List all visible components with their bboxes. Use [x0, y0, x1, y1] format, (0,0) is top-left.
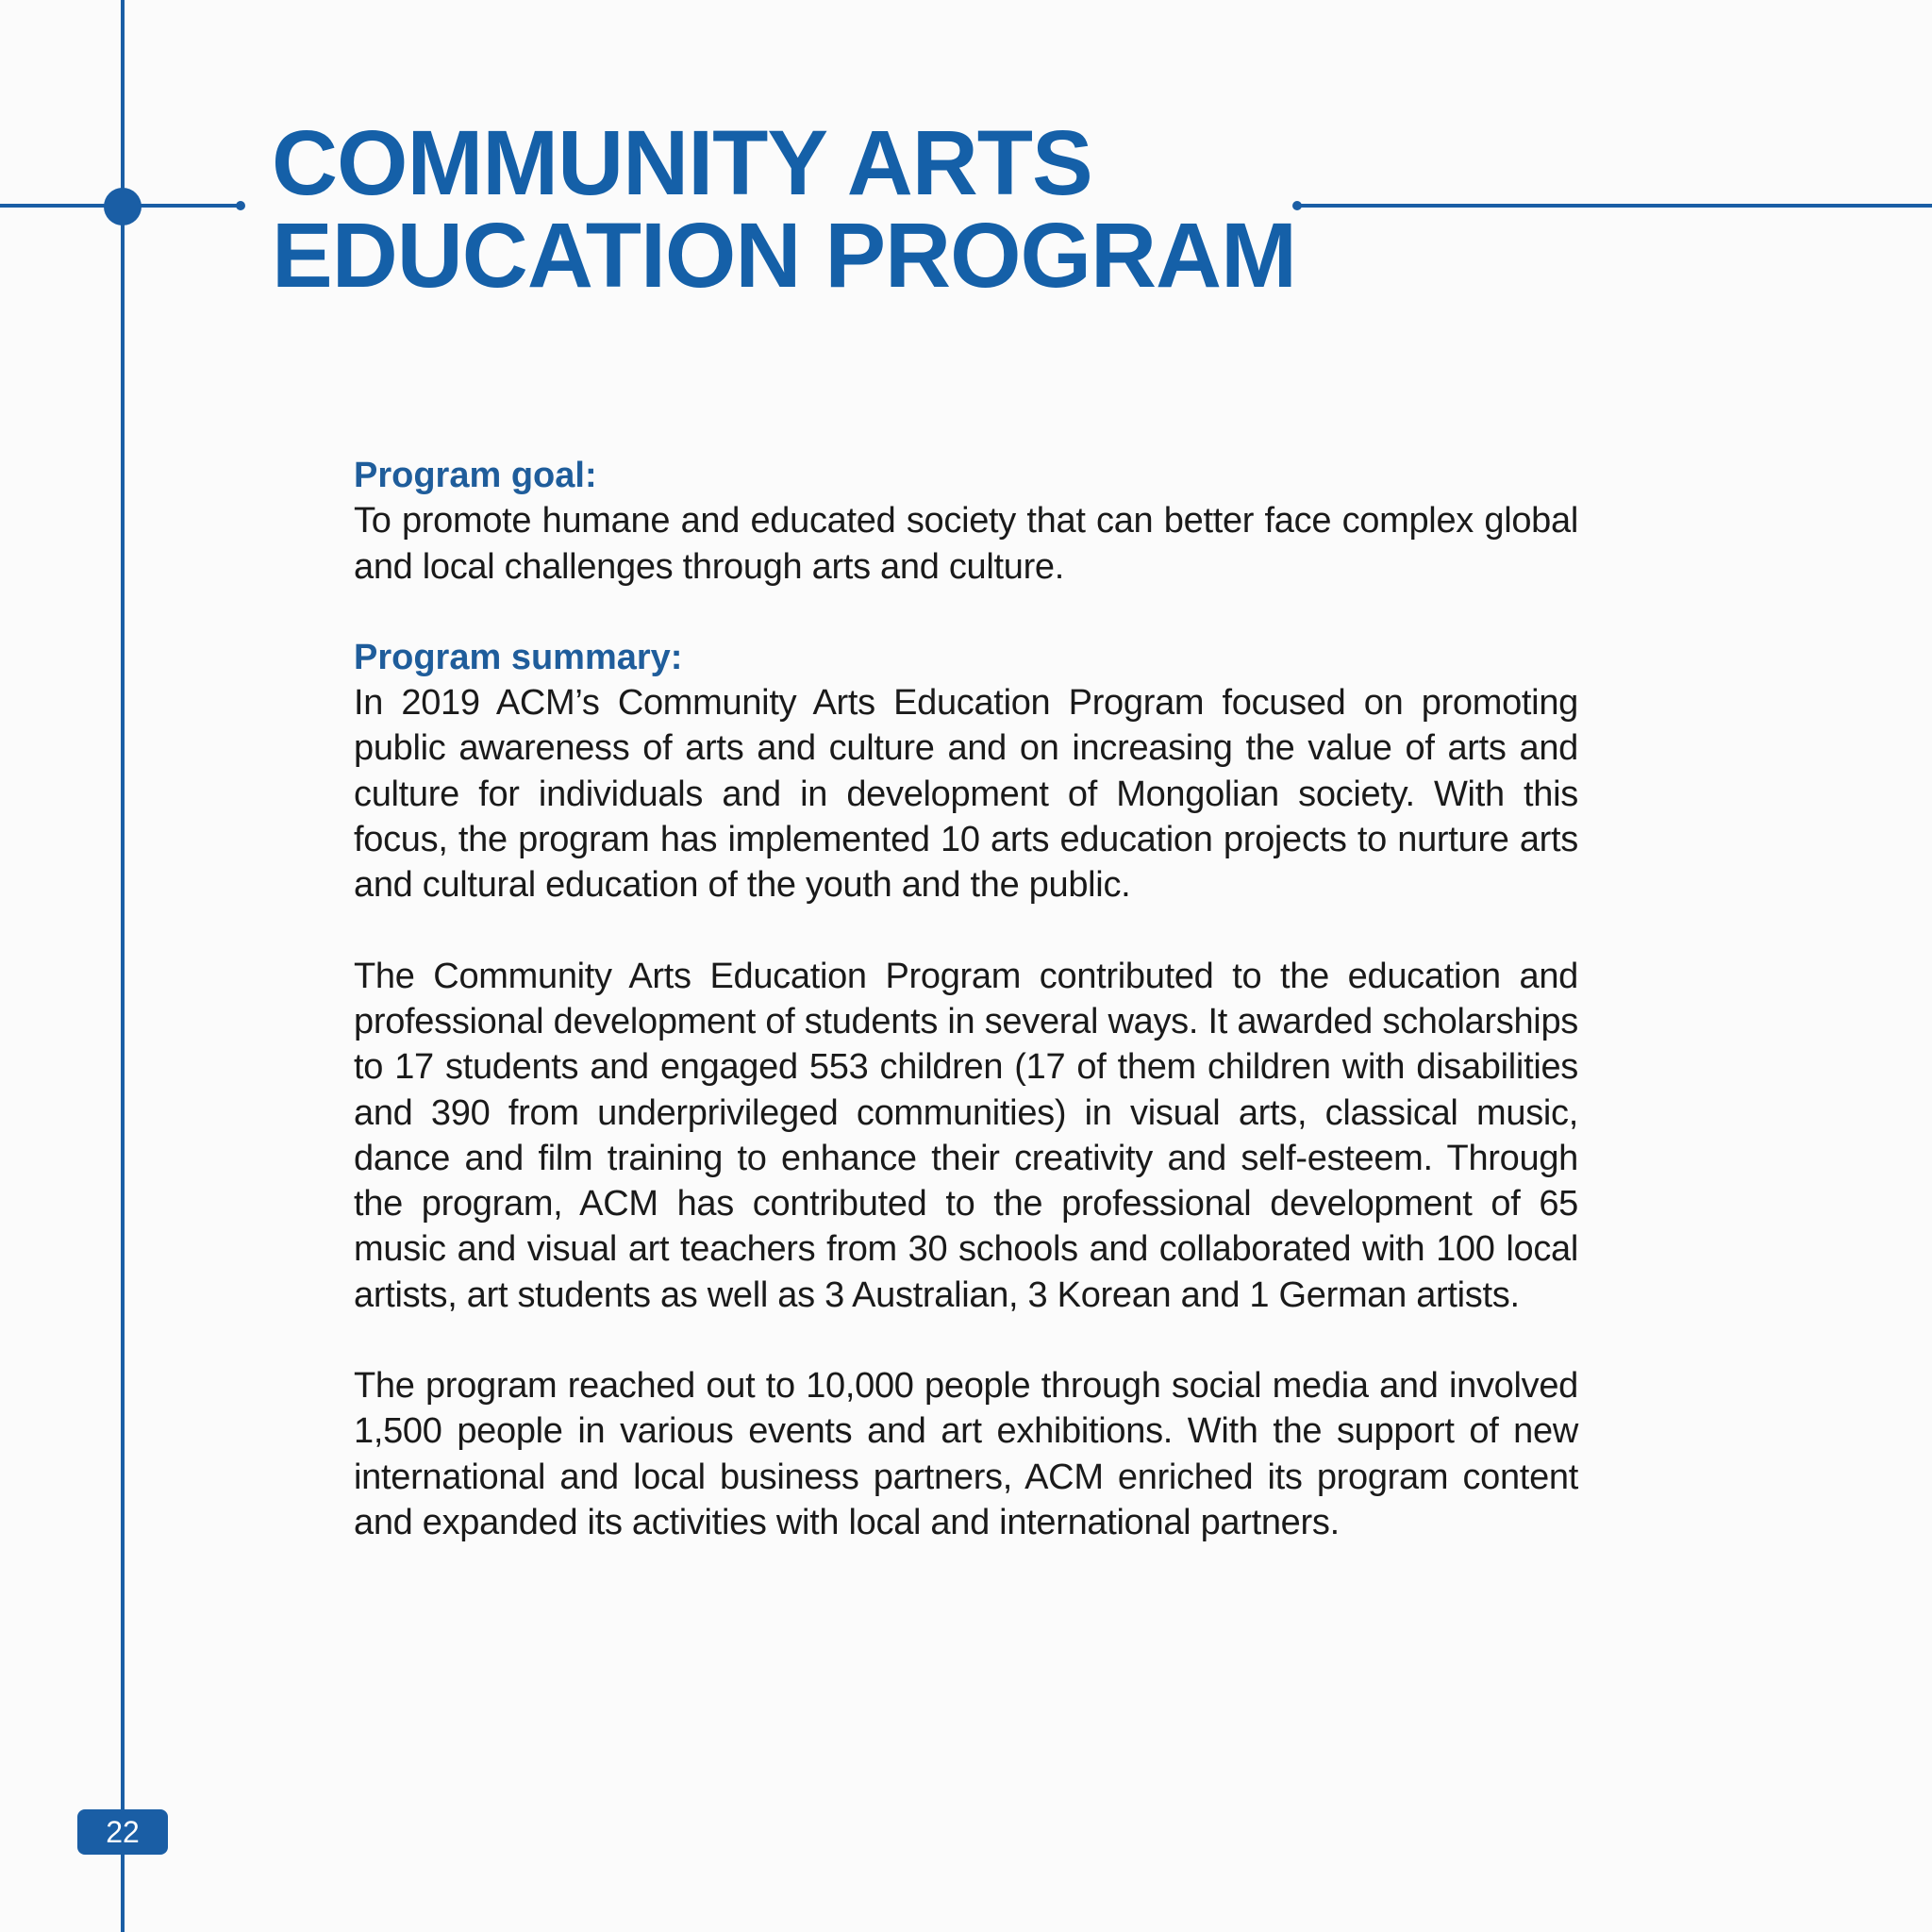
page-title-line-1: COMMUNITY ARTS [272, 111, 1092, 214]
left-rule-end-dot [236, 201, 245, 210]
rule-junction-dot [104, 188, 142, 225]
body-content [354, 453, 1578, 1545]
right-horizontal-rule [1298, 204, 1932, 208]
page-number: 22 [77, 1809, 168, 1855]
page-title [272, 111, 1296, 307]
page-title-line-2: EDUCATION PROGRAM [272, 204, 1296, 307]
goal-heading: Program goal: [354, 456, 597, 495]
summary-paragraph-2: The Community Arts Education Program contributed to the education and professional development of students in several ways. It awarded scholarships to 17 students and engaged 553 children (17 of them children with disabilities and 390 from underprivileged communities) in visual arts, classical music, dance and film training to enhance their creativity and self-esteem. Through the program, ACM has contributed to the professional development of 65 music and visual art teachers from 30 schools and collaborated with 100 local artists, art students as well as 3 Australian, 3 Korean and 1 German artists. [354, 956, 1578, 1315]
summary-paragraph-1: In 2019 ACM’s Community Arts Education Program focused on promoting public awareness of arts and culture and on increasing the value of arts and culture for individuals and in development of Mongolian society. With this focus, the program has implemented 10 arts education projects to nurture arts and cultural education of the youth and the public. [354, 683, 1578, 906]
summary-heading: Program summary: [354, 637, 683, 677]
goal-text: To promote humane and educated society that can better face complex global and local challenges through arts and culture. [354, 501, 1578, 587]
left-vertical-rule [121, 0, 125, 1932]
summary-paragraph-3: The program reached out to 10,000 people through social media and involved 1,500 people in various events and art exhibitions. With the support of new international and local business partners, ACM enriched its program content and expanded its activities with local and international partners. [354, 1366, 1578, 1542]
